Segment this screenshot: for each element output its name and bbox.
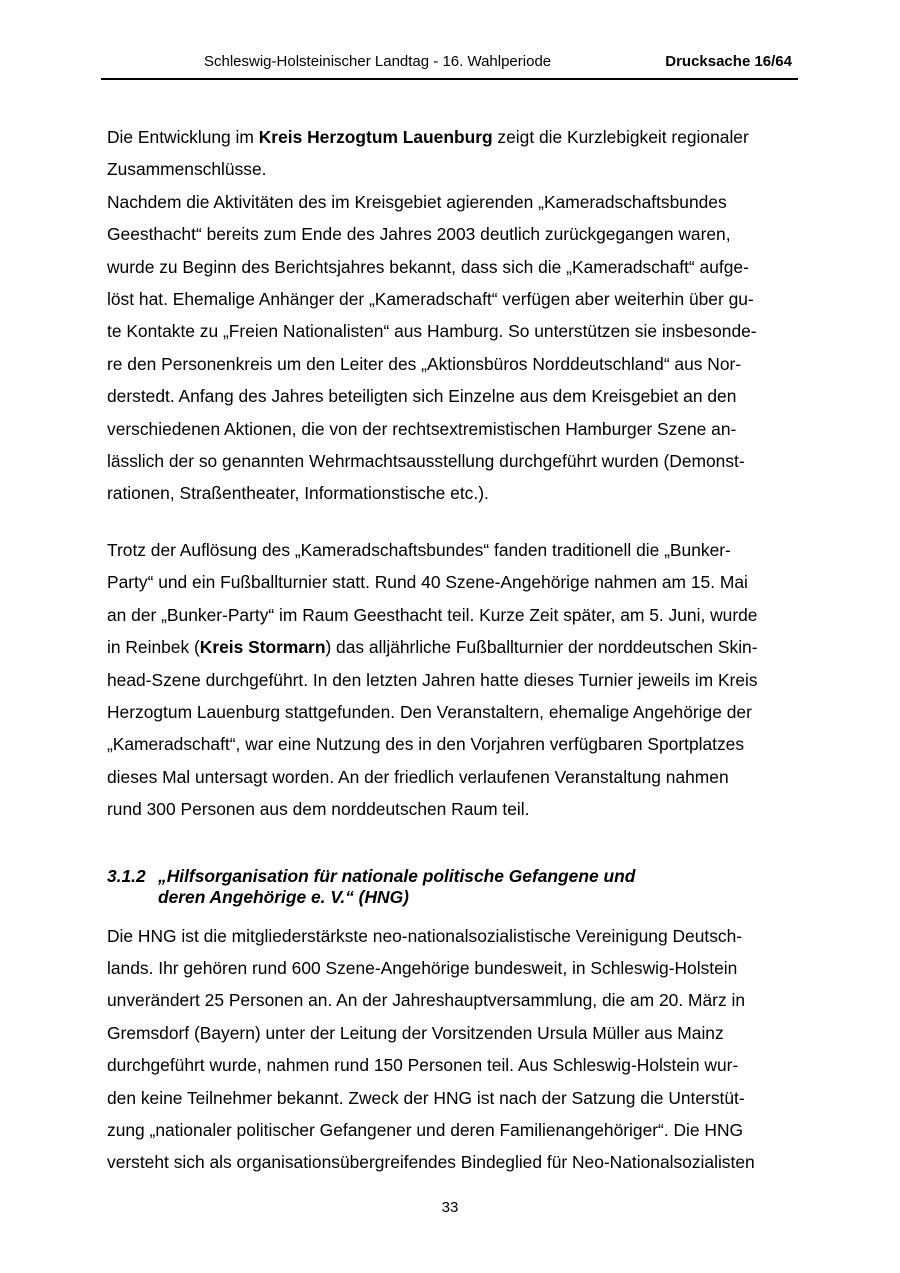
page-header — [101, 52, 798, 80]
paragraph-bunker-party-text-end: ) das alljährliche Fußballturnier der norddeutschen Skin- head-Szene durchgeführt. In den letzten Jahren hatte dieses Turnier jeweils im Kreis Herzogtum Lauenburg stattgefunden. Den Veranstaltern, ehemalige Angehörige der „Kameradschaft“, war eine Nutzung des in den Vorjahren verfügbaren Sportplatzes dieses Mal untersagt worden. An der friedlich verlaufenen Veranstaltung nahmen rund 300 Personen aus dem norddeutschen Raum teil. — [107, 637, 758, 820]
paragraph-lauenburg-intro: Die Entwicklung im — [107, 127, 259, 147]
section-heading — [107, 866, 797, 908]
document-body — [107, 121, 797, 1179]
paragraph-bunker-party-text: Trotz der Auflösung des „Kameradschaftsbundes“ fanden traditionell die „Bunker- Party“ und ein Fußballturnier statt. Rund 40 Szene-Angehörige nahmen am 15. Mai an der „Bunker-Party“ im Raum Geesthacht teil. Kurze Zeit später, am 5. Juni, wurde in Reinbek ( — [107, 539, 758, 658]
paragraph-spacer — [107, 510, 797, 534]
paragraph-bunker-party-district: Kreis Stormarn — [199, 637, 326, 658]
paragraph-lauenburg-text: zeigt die Kurzlebigkeit regionaler Zusammenschlüsse. Nachdem die Aktivitäten des im Kreisgebiet agierenden „Kameradschaftsbundes Geesthacht“ bereits zum Ende des Jahres 2003 deutlich zurückgegangen waren, wurde zu Beginn des Berichtsjahres bekannt, dass sich die „Kameradschaft“ aufge- löst hat. Ehemalige Anhänger der „Kameradschaft“ verfügen aber weiterhin über gu- te Kontakte zu „Freien Nationalisten“ aus Hamburg. So unterstützen sie insbesonde- re den Personenkreis um den Leiter des „Aktionsbüros Norddeutschland“ aus Nor- derstedt. Anfang des Jahres beteiligten sich Einzelne aus dem Kreisgebiet an den verschiedenen Aktionen, die von der rechtsextremistischen Hamburger Szene an- lässlich der so genannten Wehrmachtsausstellung durchgeführt wurden (Demonst- rationen, Straßentheater, Informationstische etc.). — [107, 127, 757, 504]
header-title: Schleswig-Holsteinischer Landtag - 16. Wahlperiode — [204, 53, 552, 70]
paragraph-lauenburg — [107, 121, 797, 510]
page-number: 33 — [441, 1199, 459, 1216]
paragraph-lauenburg-district: Kreis Herzogtum Lauenburg — [258, 127, 493, 147]
section-number: 3.1.2 — [107, 865, 146, 886]
paragraph-bunker-party — [107, 534, 797, 826]
document-number: Drucksache 16/64 — [665, 53, 792, 70]
section-spacer — [107, 826, 797, 866]
section-title: „Hilfsorganisation für nationale politische Gefangene und deren Angehörige e. V.“ (HNG) — [158, 865, 636, 907]
paragraph-hng: Die HNG ist die mitgliederstärkste neo-nationalsozialistische Vereinigung Deutsch- lands. Ihr gehören rund 600 Szene-Angehörige bundesweit, in Schleswig-Holstein unverändert 25 Personen an. An der Jahreshauptversammlung, die am 20. März in Gremsdorf (Bayern) unter der Leitung der Vorsitzenden Ursula Müller aus Mainz durchgeführt wurde, nahmen rund 150 Personen teil. Aus Schleswig-Holstein wur- den keine Teilnehmer bekannt. Zweck der HNG ist nach der Satzung die Unterstüt- zung „nationaler politischer Gefangener und deren Familienangehöriger“. Die HNG versteht sich als organisationsübergreifendes Bindeglied für Neo-Nationalsozialisten — [107, 925, 755, 1173]
